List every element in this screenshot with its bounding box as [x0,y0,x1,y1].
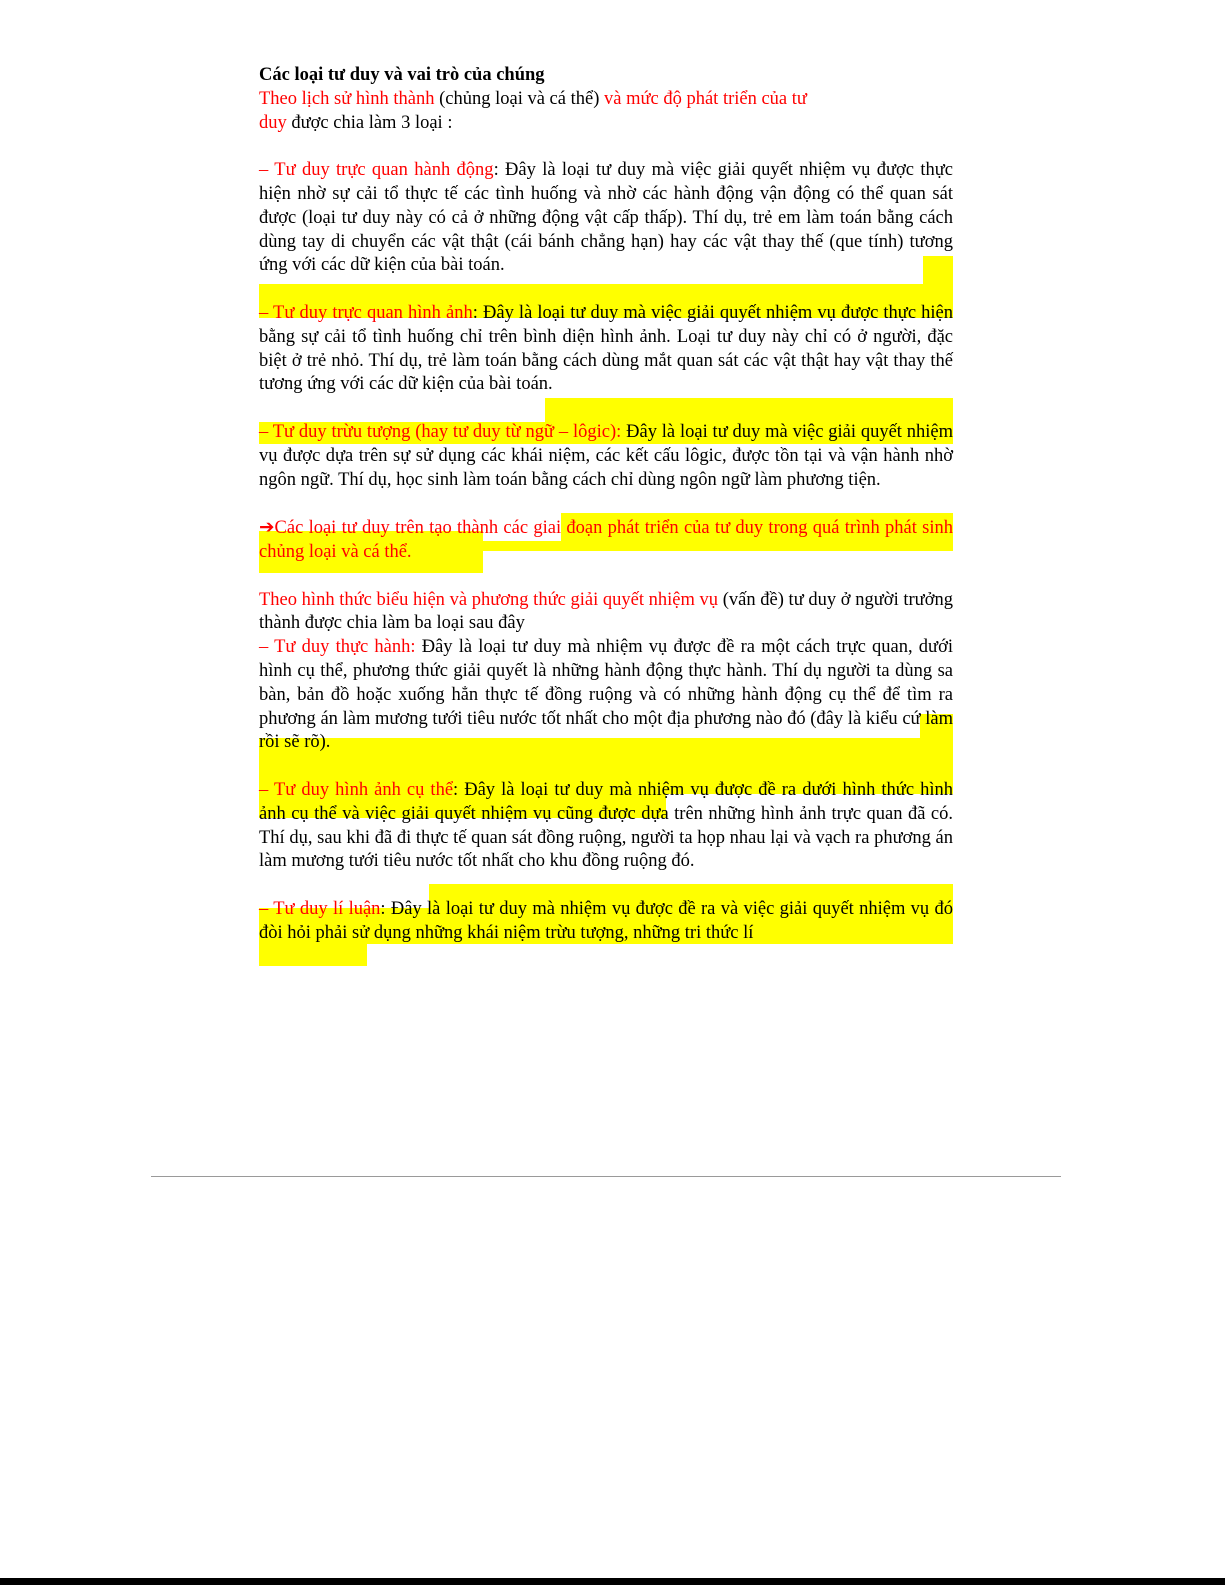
paragraph-text: : Đây là loại tư duy mà nhiệm vụ được đề ra dưới hình thức hình ảnh cụ thể và việc giải quyết nhiệm vụ cũng được dựa trên những hình ảnh trực quan đã có. Thí dụ, sau khi đã đi thực tế quan sát đồng ruộng, người ta họp nhau lại và vạch ra phương án làm mương tưới tiêu nước tốt nhất cho khu đồng ruộng đó. [259,779,953,872]
paragraph-label: – Tư duy hình ảnh cụ thể [259,779,454,800]
highlight-block [259,944,367,966]
paragraph-label: – Tư duy trực quan hình ảnh [259,302,473,323]
paragraph-text: : Đây là loại tư duy mà nhiệm vụ được đề ra và việc giải quyết nhiệm vụ đó đòi hỏi phải sử dụng những khái niệm trừu tượng, những tri thức lí [259,898,953,943]
intro1-b: (chủng loại và cá thể) [434,88,604,109]
paragraph-label: – Tư duy trừu tượng (hay tư duy từ ngữ – lôgic): [259,421,622,442]
paragraph-text: Đây là loại tư duy mà việc giải quyết nhiệm vụ được dựa trên sự sử dụng các khái niệm, các kết cấu lôgic, được tồn tại và vận hành nhờ ngôn ngữ. Thí dụ, học sinh làm toán bằng cách chỉ dùng ngôn ngữ làm phương tiện. [259,421,954,490]
intro-paragraph-1 [259,88,953,136]
intro1-red-d: duy [259,112,287,133]
paragraph-text: : Đây là loại tư duy mà việc giải quyết nhiệm vụ được thực hiện nhờ sự cải tổ thực tế các tình huống và nhờ các hành động vận động có thể quan sát được (loại tư duy này có cả ở những động vật cấp thấp). Thí dụ, trẻ em làm toán bằng cách dùng tay di chuyển các vật thật (cái bánh chẳng hạn) hay các vật thay thế (que tính) tương ứng với các dữ kiện của bài toán. [259,160,953,276]
paragraph-theoretical-thinking [259,898,953,946]
intro-paragraph-2 [259,589,953,637]
intro1-red-c: và mức độ phát triển của tư [604,88,807,109]
paragraph-label: – Tư duy thực hành: [259,637,416,658]
conclusion-text: Các loại tư duy trên tạo thành các giai đoạn phát triển của tư duy trong quá trình phát sinh chủng loại và cá thể. [259,518,953,562]
paragraph-label: – Tư duy trực quan hành động [259,160,494,181]
intro2-red-a: Theo hình thức biểu hiện và phương thức giải quyết nhiệm vụ [259,589,719,610]
paragraph-image-thinking [259,302,953,397]
intro1-e: được chia làm 3 loại : [286,112,453,133]
conclusion-paragraph [259,516,953,565]
page-divider [151,1176,1061,1177]
intro1-red-a: Theo lịch sử hình thành [259,88,435,109]
intro2-b: (vấn đề) tư duy ở người trưởng thành được chia làm ba loại sau đây [259,589,953,634]
paragraph-text: : Đây là loại tư duy mà việc giải quyết nhiệm vụ được thực hiện bằng sự cải tổ tình huống chỉ trên bình diện hình ảnh. Loại tư duy này chỉ có ở người, đặc biệt ở trẻ nhỏ. Thí dụ, trẻ làm toán bằng cách dùng mắt quan sát các vật thật hay vật thay thế tương ứng với các dữ kiện của bài toán. [259,302,953,395]
arrow-right-icon: ➔ [259,517,275,539]
page-title: Các loại tư duy và vai trò của chúng [259,65,545,85]
paragraph-action-thinking [259,159,953,278]
paragraph-abstract-thinking [259,421,953,492]
paragraph-practical-thinking [259,636,953,755]
paragraph-concrete-image-thinking [259,779,953,874]
document-body [259,64,953,945]
paragraph-label: – Tư duy lí luận [259,898,381,919]
bottom-edge-bar [0,1578,1225,1585]
paragraph-text: Đây là loại tư duy mà nhiệm vụ được đề ra một cách trực quan, dưới hình cụ thể, phương thức giải quyết là những hành động thực hành. Thí dụ người ta dùng sa bàn, bản đồ hoặc xuống hẳn thực tế đồng ruộng và có những hành động cụ thể để tìm ra phương án làm mương tưới tiêu nước tốt nhất cho một địa phương nào đó (đây là kiểu cứ làm rồi sẽ rõ). [259,637,953,753]
